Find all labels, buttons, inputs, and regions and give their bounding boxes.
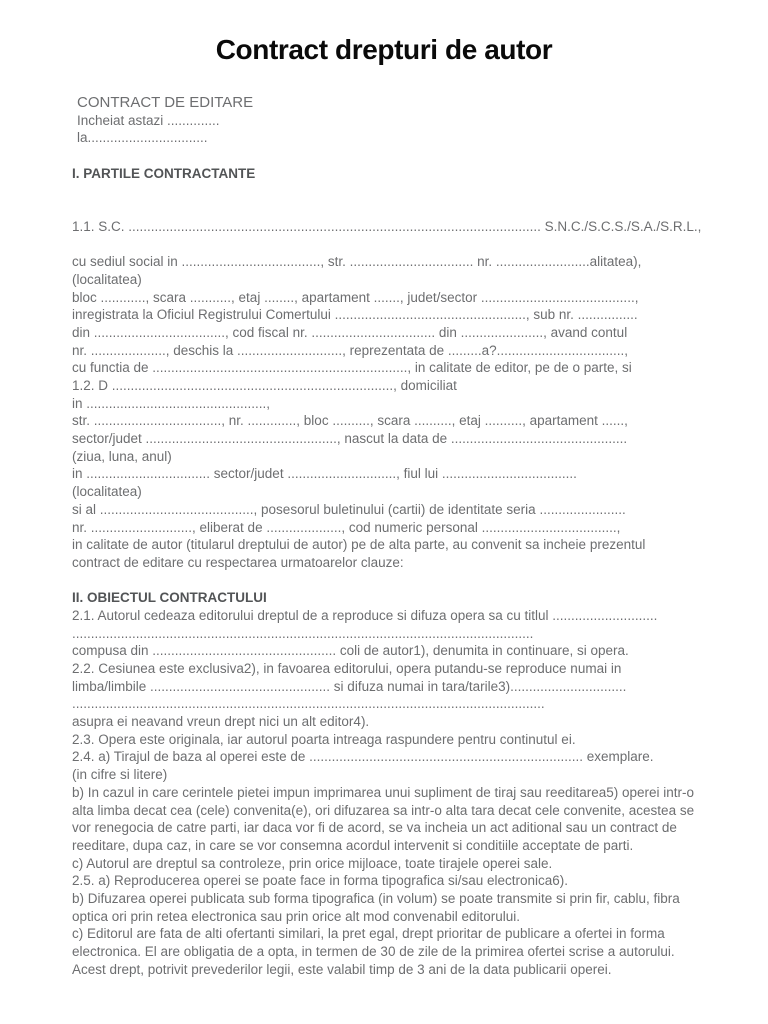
document-line: b) In cazul in care cerintele pietei impun imprimarea unui supliment de tiraj sau reeditarea5) operei intr-o (72, 784, 695, 800)
document-line: in ................................................, (72, 395, 271, 411)
document-line: si al ........................................., posesorul buletinului (cartii) de identitate seria ....................... (72, 501, 626, 517)
document-line: Acest drept, potrivit prevederilor legii, este valabil timp de 3 ani de la data publicarii operei. (72, 961, 612, 977)
document-line: contract de editare cu respectarea urmatoarelor clauze: (72, 554, 404, 570)
document-line: la................................ (77, 130, 208, 146)
document-line: vor renegocia de catre parti, iar daca vor fi de acord, se va incheia un act aditional sau un contract de (72, 820, 677, 836)
document-line: in calitate de autor (titularul dreptului de autor) pe de alta parte, au convenit sa incheie prezentul (72, 537, 646, 553)
document-line: nr. ...................., deschis la ............................, reprezentata de .........a?.................................., (72, 342, 628, 358)
document-line: ........................................................................................................................... (72, 625, 534, 641)
document-line: 2.1. Autorul cedeaza editorului dreptul de a reproduce si difuza opera sa cu titlul ............................ (72, 607, 658, 623)
blank-line (72, 200, 756, 218)
document-line: inregistrata la Oficiul Registrului Comertului ..................................................., sub nr. ................ (72, 307, 638, 323)
document-line: str. .................................., nr. ............., bloc .........., scara .........., etaj .........., apartament ......, (72, 413, 628, 429)
document-line: c) Autorul are dreptul sa controleze, prin orice mijloace, toate tirajele operei sale. (72, 855, 553, 871)
document-line: limba/limbile ................................................ si difuza numai in tara/tarile3)............................... (72, 678, 627, 694)
document-line: compusa din ................................................. coli de autor1), denumita in continuare, si opera. (72, 643, 629, 659)
blank-line (72, 572, 756, 590)
document-line: CONTRACT DE EDITARE (77, 94, 254, 111)
document-line: 2.5. a) Reproducerea operei se poate face in forma tipografica si/sau electronica6). (72, 873, 569, 889)
document-line: c) Editorul are fata de alti ofertanti similari, la pret egal, drept prioritar de publicare a ofertei in forma (72, 926, 665, 942)
document-body (72, 94, 756, 978)
document-line: (ziua, luna, anul) (72, 448, 172, 464)
document-line: (localitatea) (72, 271, 142, 287)
document-line: electronica. El are obligatia de a opta, in termen de 30 de zile de la primirea ofertei scrise a autorului. (72, 944, 675, 959)
document-line: 1.2. D ..........................................................................., domiciliat (72, 378, 457, 393)
blank-line (72, 182, 756, 200)
page-title: Contract drepturi de autor (215, 34, 553, 65)
document-line: din ..................................., cod fiscal nr. ................................. din ......................, avand contul (72, 324, 628, 340)
document-line: in ................................. sector/judet ............................., fiul lui .................................... (72, 466, 577, 482)
section-heading: II. OBIECTUL CONTRACTULUI (72, 590, 267, 606)
document-line: b) Difuzarea operei publicata sub forma tipografica (in volum) se poate transmite si prin fir, cablu, fibra (72, 890, 680, 906)
blank-line (72, 236, 756, 254)
blank-line (72, 147, 756, 165)
document-line: 1.1. S.C. .............................................................................................................. S.N.C./S.C.S./S.A./S.R.L., (72, 218, 702, 234)
document-line: (localitatea) (72, 484, 142, 500)
document-line: .............................................................................................................................. (72, 696, 545, 712)
document-line: nr. ..........................., eliberat de ...................., cod numeric personal ...................................., (72, 519, 621, 535)
document-line: asupra ei neavand vreun drept nici un alt editor4). (72, 714, 370, 730)
document-line: (in cifre si litere) (72, 767, 168, 783)
document-line: 2.2. Cesiunea este exclusiva2), in favoarea editorului, opera putandu-se reproduce numai in (72, 661, 622, 676)
document-line: 2.4. a) Tirajul de baza al operei este de ......................................................................... exemplare. (72, 749, 654, 765)
section-heading: I. PARTILE CONTRACTANTE (72, 165, 256, 181)
document-line: 2.3. Opera este originala, iar autorul poarta intreaga raspundere pentru continutul ei. (72, 731, 576, 747)
document-line: optica ori prin retea electronica sau prin orice alt mod convenabil editorului. (72, 908, 520, 924)
document-line: Incheiat astazi .............. (77, 112, 220, 128)
document-line: cu functia de ...................................................................., in calitate de editor, pe de o parte, si (72, 360, 632, 376)
document-line: reeditare, dupa caz, in care se vor consemna acordul intervenit si conditiile acceptate de parti. (72, 837, 634, 853)
document-line: sector/judet ..................................................., nascut la data de ............................................... (72, 431, 628, 447)
document-line: alta limba decat cea (cele) convenita(e), ori difuzarea sa intr-o alta tara decat cele convenite, acestea se (72, 802, 695, 818)
document-line: bloc ............, scara ..........., etaj ........, apartament ......., judet/sector ........................................., (72, 289, 639, 305)
document-line: cu sediul social in ....................................., str. ................................. nr. .........................alitatea), (72, 254, 642, 270)
